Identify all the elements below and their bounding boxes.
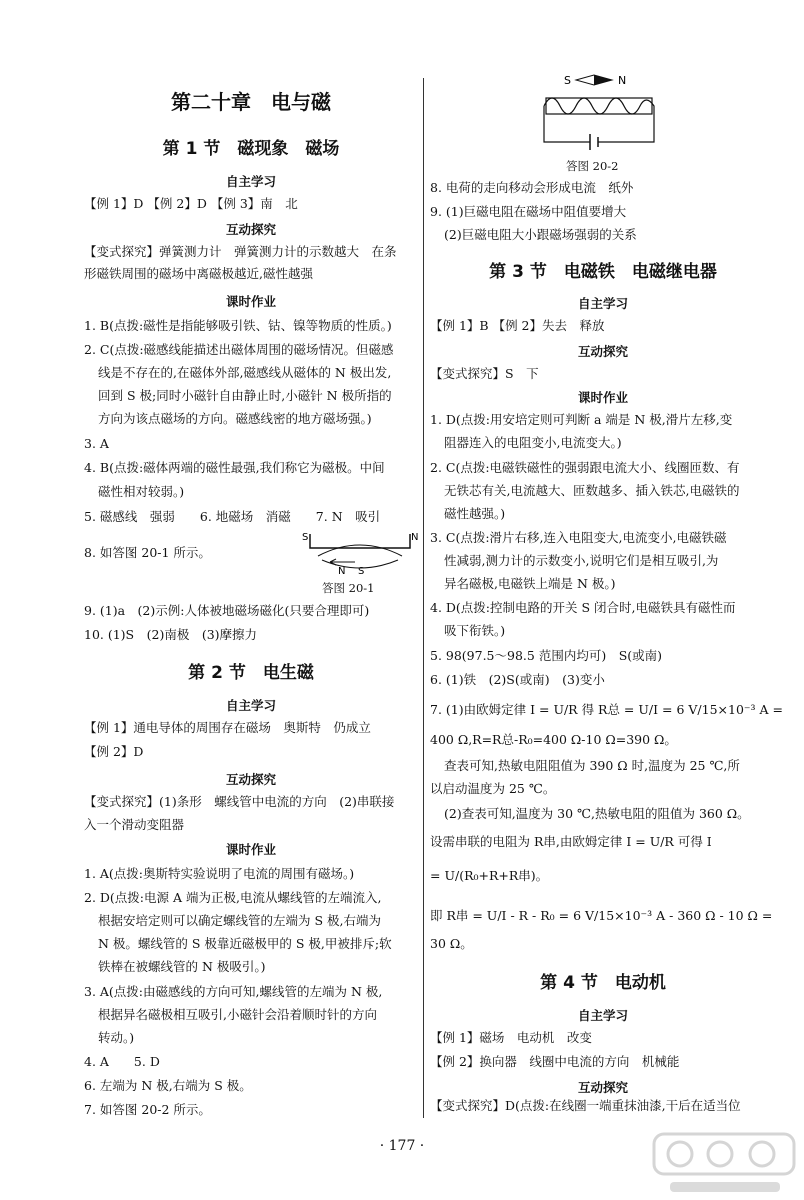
- s4-variant: 【变式探究】D(点拨:在线圈一端重抹油漆,干后在适当位: [430, 1098, 741, 1113]
- section-1-title: 第 1 节 磁现象 磁场: [162, 139, 340, 159]
- s1-answer-line: 8. 如答图 20-1 所示。: [84, 545, 211, 560]
- s3-answer-line: 异名磁极,电磁铁上端是 N 极。): [444, 576, 616, 591]
- s3-answer-line: 磁性越强。): [444, 506, 506, 521]
- section-4-title: 第 4 节 电动机: [540, 973, 666, 993]
- column-divider: [423, 78, 424, 1118]
- s1-variant-line1: 【变式探究】弹簧测力计 弹簧测力计的示数越大 在条: [84, 244, 397, 259]
- s3-answer-line: 查表可知,热敏电阻阻值为 390 Ω 时,温度为 25 ℃,所: [444, 758, 740, 773]
- s2-answer-line: 根据异名磁极相互吸引,小磁针会沿着顺时针的方向: [98, 1007, 377, 1022]
- right-column: [430, 0, 783, 1200]
- s3-answer-line: 吸下衔铁。): [444, 623, 506, 638]
- s3-answer-line: 5. 98(97.5～98.5 范围内均可) S(或南): [430, 648, 663, 663]
- fig2-label-n: N: [618, 74, 627, 87]
- figure-20-1-caption: 答图 20-1: [322, 581, 375, 595]
- s3-answer-line: 阻器连入的电阻变小,电流变大。): [444, 435, 622, 450]
- s1-examples: 【例 1】D 【例 2】D 【例 3】南 北: [84, 196, 298, 211]
- section-3-title: 第 3 节 电磁铁 电磁继电器: [489, 262, 717, 282]
- fig1-needle-n: N: [338, 566, 346, 577]
- right-answer-line: 9. (1)巨磁电阻在磁场中阻值要增大: [430, 204, 627, 219]
- chapter-title: 第二十章 电与磁: [171, 90, 331, 114]
- s3-formula-line: 即 R串 = U/I - R - R₀ = 6 V/15×10⁻³ A - 360 Ω - 10 Ω =: [430, 908, 773, 923]
- subheading-self-study: 自主学习: [577, 296, 628, 311]
- fig1-needle-s: S: [358, 566, 365, 577]
- subheading-homework: 课时作业: [225, 294, 276, 309]
- s2-example-2: 【例 2】D: [84, 744, 144, 759]
- section-2-title: 第 2 节 电生磁: [188, 663, 314, 683]
- subheading-homework: 课时作业: [225, 842, 276, 857]
- s2-example-1: 【例 1】通电导体的周围存在磁场 奥斯特 仍成立: [84, 720, 371, 735]
- s2-answer-line: 2. D(点拨:电源 A 端为正极,电流从螺线管的左端流入,: [84, 890, 382, 905]
- s3-variant: 【变式探究】S 下: [430, 366, 539, 381]
- s3-examples: 【例 1】B 【例 2】失去 释放: [430, 318, 605, 333]
- subheading-self-study: 自主学习: [225, 174, 276, 189]
- s3-formula-line: 设需串联的电阻为 R串,由欧姆定律 I = U/R 可得 I: [430, 834, 712, 849]
- figure-20-2-caption: 答图 20-2: [566, 159, 619, 173]
- s2-answer-line: 7. 如答图 20-2 所示。: [84, 1102, 211, 1117]
- s1-answer-line: 2. C(点拨:磁感线能描述出磁体周围的磁场情况。但磁感: [84, 342, 394, 357]
- s3-answer-line: 6. (1)铁 (2)S(或南) (3)变小: [430, 672, 605, 687]
- s1-answer-line: 5. 磁感线 强弱 6. 地磁场 消磁 7. N 吸引: [84, 509, 381, 524]
- s3-answer-line: 3. C(点拨:滑片右移,连入电阻变大,电流变小,电磁铁磁: [430, 530, 727, 545]
- right-answer-line: (2)巨磁电阻大小跟磁场强弱的关系: [444, 227, 637, 242]
- figure-20-1-magnet-diagram: [300, 526, 420, 578]
- s1-answer-line: 磁性相对较弱。): [98, 484, 185, 499]
- s1-answer-line: 3. A: [84, 436, 109, 451]
- fig2-label-s: S: [564, 74, 571, 87]
- s3-answer-line: 以启动温度为 25 ℃。: [430, 781, 556, 796]
- s2-answer-line: 6. 左端为 N 极,右端为 S 极。: [84, 1078, 252, 1093]
- s2-variant-line2: 入一个滑动变阻器: [84, 817, 185, 832]
- subheading-self-study: 自主学习: [577, 1008, 628, 1023]
- s1-answer-line: 方向为该点磁场的方向。磁感线密的地方磁场强。): [98, 411, 372, 426]
- s3-answer-line: (2)查表可知,温度为 30 ℃,热敏电阻的阻值为 360 Ω。: [444, 806, 750, 821]
- s3-answer-line: 性减弱,测力计的示数变小,说明它们是相互吸引,为: [444, 553, 719, 568]
- subheading-self-study: 自主学习: [225, 698, 276, 713]
- s2-answer-line: 转动。): [98, 1030, 135, 1045]
- s2-answer-line: 根据安培定则可以确定螺线管的左端为 S 极,右端为: [98, 913, 381, 928]
- s3-formula-line: 400 Ω,R=R总-R₀=400 Ω-10 Ω=390 Ω。: [430, 732, 677, 747]
- subheading-interactive: 互动探究: [577, 344, 628, 359]
- s1-answer-line: 4. B(点拨:磁体两端的磁性最强,我们称它为磁极。中间: [84, 460, 385, 475]
- s3-answer-line: 1. D(点拨:用安培定则可判断 a 端是 N 极,滑片左移,变: [430, 412, 733, 427]
- subheading-homework: 课时作业: [577, 390, 628, 405]
- s1-answer-line: 1. B(点拨:磁性是指能够吸引铁、钴、镍等物质的性质。): [84, 318, 392, 333]
- s1-variant-line2: 形磁铁周围的磁场中离磁极越近,磁性越强: [84, 266, 313, 281]
- fig1-label-s: S: [302, 532, 309, 543]
- subheading-interactive: 互动探究: [225, 772, 276, 787]
- s2-answer-line: 3. A(点拨:由磁感线的方向可知,螺线管的左端为 N 极,: [84, 984, 383, 999]
- s3-answer-line: 30 Ω。: [430, 936, 473, 951]
- page-number: · 177 ·: [379, 1138, 425, 1154]
- s3-answer-line: 2. C(点拨:电磁铁磁性的强弱跟电流大小、线圈匝数、有: [430, 460, 740, 475]
- figure-20-2-solenoid-diagram: [534, 70, 664, 158]
- s3-formula-line: 7. (1)由欧姆定律 I = U/R 得 R总 = U/I = 6 V/15×10⁻³ A =: [430, 702, 783, 717]
- s1-answer-line: 10. (1)S (2)南极 (3)摩擦力: [84, 627, 258, 642]
- s2-answer-line: 4. A 5. D: [84, 1054, 160, 1069]
- subheading-interactive: 互动探究: [577, 1080, 628, 1095]
- s3-answer-line: 无铁芯有关,电流越大、匝数越多、插入铁芯,电磁铁的: [444, 483, 740, 498]
- left-column: [84, 0, 418, 1200]
- s2-answer-line: 铁棒在被螺线管的 N 极吸引。): [98, 959, 266, 974]
- fig1-label-n: N: [411, 532, 419, 543]
- s2-answer-line: 1. A(点拨:奥斯特实验说明了电流的周围有磁场。): [84, 866, 355, 881]
- watermark-logo-icon: [650, 1128, 800, 1198]
- s1-answer-line: 线是不存在的,在磁体外部,磁感线从磁体的 N 极出发,: [98, 365, 392, 380]
- s1-answer-line: 回到 S 极;同时小磁针自由静止时,小磁针 N 极所指的: [98, 388, 392, 403]
- s4-example-2: 【例 2】换向器 线圈中电流的方向 机械能: [430, 1054, 680, 1069]
- s3-answer-line: 4. D(点拨:控制电路的开关 S 闭合时,电磁铁具有磁性而: [430, 600, 736, 615]
- s3-formula-line: = U/(R₀+R+R串)。: [430, 868, 549, 883]
- s2-answer-line: N 极。螺线管的 S 极靠近磁极甲的 S 极,甲被排斥;软: [98, 936, 392, 951]
- s1-answer-line: 9. (1)a (2)示例:人体被地磁场磁化(只要合理即可): [84, 603, 370, 618]
- subheading-interactive: 互动探究: [225, 222, 276, 237]
- right-answer-line: 8. 电荷的走向移动会形成电流 纸外: [430, 180, 634, 195]
- s4-example-1: 【例 1】磁场 电动机 改变: [430, 1030, 592, 1045]
- s2-variant-line1: 【变式探究】(1)条形 螺线管中电流的方向 (2)串联接: [84, 794, 395, 809]
